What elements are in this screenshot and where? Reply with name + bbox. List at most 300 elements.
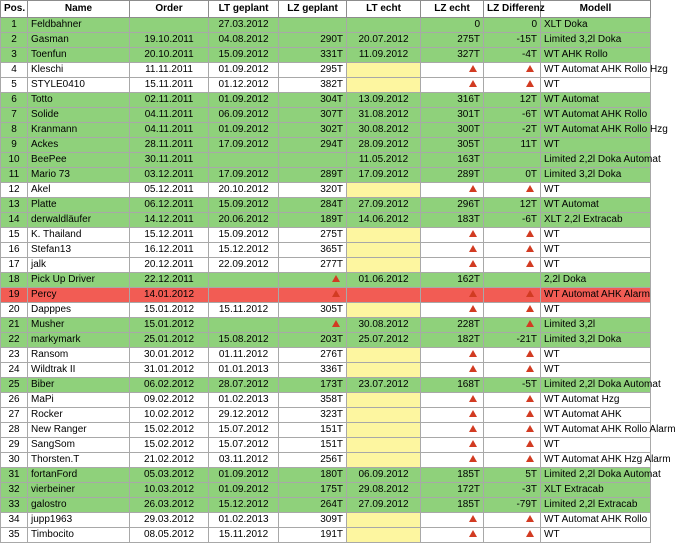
cell-lz-differenz[interactable]	[484, 258, 541, 273]
cell-lz-geplant[interactable]: 323T	[279, 408, 347, 423]
cell-lt-geplant[interactable]: 27.03.2012	[209, 18, 279, 33]
cell-modell[interactable]: WT	[541, 138, 651, 153]
cell-lz-geplant[interactable]: 295T	[279, 63, 347, 78]
cell-lz-echt[interactable]: 316T	[421, 93, 484, 108]
cell-lt-echt[interactable]	[347, 183, 421, 198]
cell-lt-geplant[interactable]: 01.09.2012	[209, 93, 279, 108]
cell-modell[interactable]: Limited 2,2l Doka Automat	[541, 378, 651, 393]
cell-pos[interactable]: 19	[1, 288, 28, 303]
cell-modell[interactable]: WT Automat AHK Rollo Hzg	[541, 63, 651, 78]
cell-pos[interactable]: 11	[1, 168, 28, 183]
cell-name[interactable]: Stefan13	[28, 243, 130, 258]
cell-name[interactable]: jalk	[28, 258, 130, 273]
cell-lt-geplant[interactable]: 17.09.2012	[209, 138, 279, 153]
cell-order[interactable]: 04.11.2011	[130, 123, 209, 138]
cell-lz-differenz[interactable]: -6T	[484, 108, 541, 123]
cell-lz-echt[interactable]	[421, 63, 484, 78]
cell-lz-differenz[interactable]	[484, 78, 541, 93]
cell-lz-echt[interactable]	[421, 228, 484, 243]
cell-order[interactable]: 30.11.2011	[130, 153, 209, 168]
cell-order[interactable]: 29.03.2012	[130, 513, 209, 528]
cell-lz-echt[interactable]: 182T	[421, 333, 484, 348]
cell-name[interactable]: K. Thailand	[28, 228, 130, 243]
cell-modell[interactable]: WT	[541, 228, 651, 243]
cell-name[interactable]: SangSom	[28, 438, 130, 453]
cell-lz-echt[interactable]: 301T	[421, 108, 484, 123]
cell-lz-differenz[interactable]: 0	[484, 18, 541, 33]
cell-pos[interactable]: 2	[1, 33, 28, 48]
header-name[interactable]: Name	[28, 1, 130, 18]
cell-modell[interactable]: WT Automat	[541, 198, 651, 213]
cell-lz-geplant[interactable]: 358T	[279, 393, 347, 408]
cell-lt-echt[interactable]: 31.08.2012	[347, 108, 421, 123]
cell-lt-geplant[interactable]: 01.12.2012	[209, 78, 279, 93]
cell-name[interactable]: Timbocito	[28, 528, 130, 543]
cell-lz-differenz[interactable]: -15T	[484, 33, 541, 48]
cell-modell[interactable]: WT Automat AHK Rollo	[541, 108, 651, 123]
cell-pos[interactable]: 17	[1, 258, 28, 273]
cell-name[interactable]: Ransom	[28, 348, 130, 363]
cell-order[interactable]: 15.01.2012	[130, 303, 209, 318]
cell-modell[interactable]: Limited 3,2l Doka	[541, 33, 651, 48]
cell-lt-echt[interactable]	[347, 288, 421, 303]
cell-lz-differenz[interactable]: -21T	[484, 333, 541, 348]
cell-lz-differenz[interactable]	[484, 423, 541, 438]
cell-lz-echt[interactable]: 275T	[421, 33, 484, 48]
cell-lz-geplant[interactable]	[279, 288, 347, 303]
cell-modell[interactable]: WT	[541, 258, 651, 273]
cell-lz-differenz[interactable]	[484, 153, 541, 168]
cell-name[interactable]: jupp1963	[28, 513, 130, 528]
cell-modell[interactable]: WT	[541, 183, 651, 198]
cell-pos[interactable]: 33	[1, 498, 28, 513]
cell-modell[interactable]: WT Automat Hzg	[541, 393, 651, 408]
cell-lt-echt[interactable]: 14.06.2012	[347, 213, 421, 228]
cell-order[interactable]: 15.02.2012	[130, 438, 209, 453]
cell-lz-differenz[interactable]: -79T	[484, 498, 541, 513]
cell-lt-echt[interactable]	[347, 513, 421, 528]
cell-lz-geplant[interactable]: 180T	[279, 468, 347, 483]
cell-lz-differenz[interactable]: 0T	[484, 168, 541, 183]
cell-lt-geplant[interactable]	[209, 273, 279, 288]
cell-pos[interactable]: 34	[1, 513, 28, 528]
cell-lt-echt[interactable]	[347, 423, 421, 438]
cell-lt-geplant[interactable]: 15.08.2012	[209, 333, 279, 348]
cell-lz-geplant[interactable]: 382T	[279, 78, 347, 93]
cell-order[interactable]: 03.12.2011	[130, 168, 209, 183]
cell-lz-echt[interactable]	[421, 258, 484, 273]
cell-lt-geplant[interactable]: 01.09.2012	[209, 468, 279, 483]
cell-order[interactable]: 26.03.2012	[130, 498, 209, 513]
cell-name[interactable]: MaPi	[28, 393, 130, 408]
cell-pos[interactable]: 23	[1, 348, 28, 363]
cell-order[interactable]: 15.02.2012	[130, 423, 209, 438]
cell-lt-echt[interactable]: 01.06.2012	[347, 273, 421, 288]
cell-name[interactable]: Ackes	[28, 138, 130, 153]
cell-lt-echt[interactable]	[347, 393, 421, 408]
header-pos[interactable]: Pos.	[1, 1, 28, 18]
cell-lz-differenz[interactable]	[484, 303, 541, 318]
cell-pos[interactable]: 12	[1, 183, 28, 198]
cell-order[interactable]: 16.12.2011	[130, 243, 209, 258]
cell-order[interactable]: 08.05.2012	[130, 528, 209, 543]
cell-pos[interactable]: 31	[1, 468, 28, 483]
cell-lz-echt[interactable]	[421, 513, 484, 528]
cell-modell[interactable]: WT Automat AHK Rollo Alarm	[541, 423, 651, 438]
cell-modell[interactable]: WT AHK Rollo	[541, 48, 651, 63]
cell-pos[interactable]: 20	[1, 303, 28, 318]
cell-lz-geplant[interactable]: 203T	[279, 333, 347, 348]
cell-lt-echt[interactable]	[347, 228, 421, 243]
cell-pos[interactable]: 5	[1, 78, 28, 93]
cell-order[interactable]: 02.11.2011	[130, 93, 209, 108]
cell-name[interactable]: Wildtrak II	[28, 363, 130, 378]
cell-lz-differenz[interactable]	[484, 228, 541, 243]
cell-modell[interactable]: WT	[541, 303, 651, 318]
cell-lz-geplant[interactable]: 284T	[279, 198, 347, 213]
cell-lz-geplant[interactable]	[279, 318, 347, 333]
cell-pos[interactable]: 26	[1, 393, 28, 408]
cell-modell[interactable]: WT	[541, 243, 651, 258]
cell-pos[interactable]: 9	[1, 138, 28, 153]
cell-lt-geplant[interactable]: 20.10.2012	[209, 183, 279, 198]
cell-lt-geplant[interactable]: 01.11.2012	[209, 348, 279, 363]
cell-order[interactable]: 05.12.2011	[130, 183, 209, 198]
cell-lt-geplant[interactable]: 15.09.2012	[209, 48, 279, 63]
cell-name[interactable]: Solide	[28, 108, 130, 123]
header-modell[interactable]: Modell	[541, 1, 651, 18]
cell-lz-geplant[interactable]: 320T	[279, 183, 347, 198]
cell-lz-echt[interactable]: 185T	[421, 468, 484, 483]
cell-name[interactable]: BeePee	[28, 153, 130, 168]
cell-lz-geplant[interactable]: 191T	[279, 528, 347, 543]
cell-lt-geplant[interactable]: 04.08.2012	[209, 33, 279, 48]
cell-lt-echt[interactable]	[347, 348, 421, 363]
cell-name[interactable]: Dapppes	[28, 303, 130, 318]
cell-order[interactable]: 20.10.2011	[130, 48, 209, 63]
cell-order[interactable]: 10.03.2012	[130, 483, 209, 498]
cell-name[interactable]: STYLE0410	[28, 78, 130, 93]
cell-lz-geplant[interactable]: 173T	[279, 378, 347, 393]
cell-lt-geplant[interactable]	[209, 288, 279, 303]
cell-lt-geplant[interactable]: 15.12.2012	[209, 498, 279, 513]
cell-lz-echt[interactable]	[421, 303, 484, 318]
cell-lt-geplant[interactable]: 15.07.2012	[209, 423, 279, 438]
cell-pos[interactable]: 4	[1, 63, 28, 78]
cell-lt-geplant[interactable]: 28.07.2012	[209, 378, 279, 393]
cell-lt-echt[interactable]	[347, 408, 421, 423]
cell-lt-geplant[interactable]: 15.11.2012	[209, 303, 279, 318]
cell-modell[interactable]: WT Automat AHK	[541, 408, 651, 423]
cell-lz-geplant[interactable]: 264T	[279, 498, 347, 513]
cell-order[interactable]: 15.11.2011	[130, 78, 209, 93]
cell-modell[interactable]: XLT Extracab	[541, 483, 651, 498]
cell-lt-echt[interactable]: 17.09.2012	[347, 168, 421, 183]
cell-lz-geplant[interactable]: 275T	[279, 228, 347, 243]
cell-lz-geplant[interactable]: 151T	[279, 423, 347, 438]
cell-lt-echt[interactable]	[347, 258, 421, 273]
cell-lz-echt[interactable]: 168T	[421, 378, 484, 393]
cell-lt-geplant[interactable]: 20.06.2012	[209, 213, 279, 228]
cell-lz-echt[interactable]: 300T	[421, 123, 484, 138]
cell-lt-echt[interactable]: 27.09.2012	[347, 198, 421, 213]
cell-lt-echt[interactable]	[347, 363, 421, 378]
cell-lz-geplant[interactable]: 307T	[279, 108, 347, 123]
cell-lt-echt[interactable]	[347, 243, 421, 258]
cell-lt-geplant[interactable]: 17.09.2012	[209, 168, 279, 183]
cell-lt-echt[interactable]: 29.08.2012	[347, 483, 421, 498]
cell-lz-differenz[interactable]: 12T	[484, 198, 541, 213]
cell-lz-differenz[interactable]: -6T	[484, 213, 541, 228]
cell-lt-geplant[interactable]: 01.09.2012	[209, 483, 279, 498]
cell-name[interactable]: Pick Up Driver	[28, 273, 130, 288]
cell-pos[interactable]: 32	[1, 483, 28, 498]
cell-pos[interactable]: 14	[1, 213, 28, 228]
cell-lz-geplant[interactable]: 151T	[279, 438, 347, 453]
cell-lt-echt[interactable]: 11.09.2012	[347, 48, 421, 63]
cell-lz-geplant[interactable]: 277T	[279, 258, 347, 273]
cell-name[interactable]: galostro	[28, 498, 130, 513]
cell-lz-differenz[interactable]: 5T	[484, 468, 541, 483]
cell-modell[interactable]: Limited 2,2l Extracab	[541, 498, 651, 513]
cell-name[interactable]: Thorsten.T	[28, 453, 130, 468]
cell-lz-echt[interactable]: 296T	[421, 198, 484, 213]
cell-lz-geplant[interactable]: 336T	[279, 363, 347, 378]
cell-lz-echt[interactable]	[421, 393, 484, 408]
cell-name[interactable]: Platte	[28, 198, 130, 213]
cell-lt-geplant[interactable]: 01.02.2013	[209, 513, 279, 528]
cell-pos[interactable]: 22	[1, 333, 28, 348]
cell-lt-echt[interactable]: 11.05.2012	[347, 153, 421, 168]
cell-lz-echt[interactable]: 172T	[421, 483, 484, 498]
cell-name[interactable]: Gasman	[28, 33, 130, 48]
cell-name[interactable]: Totto	[28, 93, 130, 108]
header-lz-differenz[interactable]: LZ Differenz	[484, 1, 541, 18]
cell-order[interactable]: 09.02.2012	[130, 393, 209, 408]
cell-name[interactable]: Feldbahner	[28, 18, 130, 33]
cell-lt-echt[interactable]	[347, 528, 421, 543]
cell-pos[interactable]: 16	[1, 243, 28, 258]
cell-pos[interactable]: 35	[1, 528, 28, 543]
cell-lz-differenz[interactable]	[484, 438, 541, 453]
cell-name[interactable]: Mario 73	[28, 168, 130, 183]
cell-name[interactable]: Biber	[28, 378, 130, 393]
cell-lz-geplant[interactable]: 309T	[279, 513, 347, 528]
cell-name[interactable]: Musher	[28, 318, 130, 333]
cell-name[interactable]: derwaldläufer	[28, 213, 130, 228]
cell-pos[interactable]: 8	[1, 123, 28, 138]
cell-lz-echt[interactable]	[421, 183, 484, 198]
cell-lz-differenz[interactable]	[484, 63, 541, 78]
cell-lz-differenz[interactable]: -3T	[484, 483, 541, 498]
cell-modell[interactable]: WT Automat AHK Rollo	[541, 513, 651, 528]
cell-lt-geplant[interactable]: 03.11.2012	[209, 453, 279, 468]
cell-lt-echt[interactable]: 28.09.2012	[347, 138, 421, 153]
cell-lt-geplant[interactable]: 15.09.2012	[209, 198, 279, 213]
cell-lt-geplant[interactable]	[209, 153, 279, 168]
cell-order[interactable]: 30.01.2012	[130, 348, 209, 363]
cell-lz-geplant[interactable]: 189T	[279, 213, 347, 228]
cell-lz-differenz[interactable]: 12T	[484, 93, 541, 108]
cell-lz-differenz[interactable]: -5T	[484, 378, 541, 393]
cell-order[interactable]: 06.02.2012	[130, 378, 209, 393]
cell-lz-echt[interactable]	[421, 288, 484, 303]
cell-lt-geplant[interactable]: 01.01.2013	[209, 363, 279, 378]
cell-lz-differenz[interactable]	[484, 363, 541, 378]
header-lz-geplant[interactable]: LZ geplant	[279, 1, 347, 18]
cell-lz-echt[interactable]: 183T	[421, 213, 484, 228]
cell-lz-echt[interactable]: 0	[421, 18, 484, 33]
cell-lt-geplant[interactable]: 15.11.2012	[209, 528, 279, 543]
cell-modell[interactable]: WT	[541, 348, 651, 363]
cell-order[interactable]: 14.12.2011	[130, 213, 209, 228]
cell-lt-echt[interactable]	[347, 78, 421, 93]
cell-pos[interactable]: 10	[1, 153, 28, 168]
cell-lt-echt[interactable]	[347, 453, 421, 468]
cell-name[interactable]: fortanFord	[28, 468, 130, 483]
cell-lt-geplant[interactable]: 15.12.2012	[209, 243, 279, 258]
cell-lz-echt[interactable]: 228T	[421, 318, 484, 333]
cell-order[interactable]: 15.01.2012	[130, 318, 209, 333]
cell-order[interactable]: 19.10.2011	[130, 33, 209, 48]
cell-order[interactable]: 22.12.2011	[130, 273, 209, 288]
cell-lz-geplant[interactable]	[279, 18, 347, 33]
cell-lz-geplant[interactable]: 294T	[279, 138, 347, 153]
cell-pos[interactable]: 25	[1, 378, 28, 393]
cell-lt-geplant[interactable]: 15.07.2012	[209, 438, 279, 453]
header-lt-echt[interactable]: LT echt	[347, 1, 421, 18]
cell-pos[interactable]: 24	[1, 363, 28, 378]
cell-lt-geplant[interactable]: 22.09.2012	[209, 258, 279, 273]
cell-lt-echt[interactable]	[347, 438, 421, 453]
cell-modell[interactable]: WT Automat AHK Hzg Alarm	[541, 453, 651, 468]
cell-lz-differenz[interactable]	[484, 288, 541, 303]
cell-lz-differenz[interactable]: -4T	[484, 48, 541, 63]
cell-lz-differenz[interactable]	[484, 318, 541, 333]
cell-lz-differenz[interactable]	[484, 513, 541, 528]
cell-lz-differenz[interactable]	[484, 408, 541, 423]
cell-lz-geplant[interactable]: 289T	[279, 168, 347, 183]
cell-lz-echt[interactable]: 327T	[421, 48, 484, 63]
header-lz-echt[interactable]: LZ echt	[421, 1, 484, 18]
cell-lz-echt[interactable]	[421, 423, 484, 438]
cell-modell[interactable]: Limited 2,2l Doka Automat	[541, 153, 651, 168]
cell-lt-echt[interactable]	[347, 18, 421, 33]
cell-lz-geplant[interactable]: 304T	[279, 93, 347, 108]
cell-lt-echt[interactable]	[347, 303, 421, 318]
cell-name[interactable]: vierbeiner	[28, 483, 130, 498]
cell-name[interactable]: Akel	[28, 183, 130, 198]
cell-order[interactable]: 20.12.2011	[130, 258, 209, 273]
cell-modell[interactable]: XLT Doka	[541, 18, 651, 33]
cell-order[interactable]: 05.03.2012	[130, 468, 209, 483]
cell-name[interactable]: Kranmann	[28, 123, 130, 138]
cell-order[interactable]: 31.01.2012	[130, 363, 209, 378]
cell-lz-echt[interactable]	[421, 438, 484, 453]
cell-pos[interactable]: 15	[1, 228, 28, 243]
cell-pos[interactable]: 27	[1, 408, 28, 423]
cell-lz-differenz[interactable]	[484, 453, 541, 468]
cell-lz-geplant[interactable]: 365T	[279, 243, 347, 258]
cell-lz-geplant[interactable]: 305T	[279, 303, 347, 318]
cell-name[interactable]: markymark	[28, 333, 130, 348]
cell-modell[interactable]: WT Automat AHK Alarm	[541, 288, 651, 303]
cell-order[interactable]: 04.11.2011	[130, 108, 209, 123]
cell-pos[interactable]: 18	[1, 273, 28, 288]
cell-order[interactable]: 15.12.2011	[130, 228, 209, 243]
cell-pos[interactable]: 6	[1, 93, 28, 108]
cell-lt-geplant[interactable]: 01.09.2012	[209, 63, 279, 78]
cell-lz-geplant[interactable]: 175T	[279, 483, 347, 498]
cell-modell[interactable]: WT Automat AHK Rollo Hzg	[541, 123, 651, 138]
cell-lz-echt[interactable]	[421, 363, 484, 378]
cell-lz-echt[interactable]	[421, 243, 484, 258]
cell-pos[interactable]: 1	[1, 18, 28, 33]
cell-pos[interactable]: 30	[1, 453, 28, 468]
cell-modell[interactable]: WT Automat	[541, 93, 651, 108]
cell-lz-differenz[interactable]	[484, 243, 541, 258]
cell-order[interactable]: 11.11.2011	[130, 63, 209, 78]
cell-lt-echt[interactable]	[347, 63, 421, 78]
cell-modell[interactable]: 2,2l Doka	[541, 273, 651, 288]
header-order[interactable]: Order	[130, 1, 209, 18]
cell-lt-echt[interactable]: 30.08.2012	[347, 123, 421, 138]
cell-lz-echt[interactable]: 305T	[421, 138, 484, 153]
cell-order[interactable]: 10.02.2012	[130, 408, 209, 423]
cell-lz-echt[interactable]	[421, 408, 484, 423]
cell-lz-echt[interactable]	[421, 528, 484, 543]
cell-order[interactable]	[130, 18, 209, 33]
cell-modell[interactable]: WT	[541, 438, 651, 453]
cell-lt-echt[interactable]: 13.09.2012	[347, 93, 421, 108]
cell-lz-geplant[interactable]: 302T	[279, 123, 347, 138]
cell-order[interactable]: 28.11.2011	[130, 138, 209, 153]
cell-lt-geplant[interactable]: 29.12.2012	[209, 408, 279, 423]
cell-lz-echt[interactable]	[421, 78, 484, 93]
cell-modell[interactable]: Limited 2,2l Doka Automat	[541, 468, 651, 483]
cell-lz-geplant[interactable]: 290T	[279, 33, 347, 48]
cell-pos[interactable]: 21	[1, 318, 28, 333]
cell-modell[interactable]: WT	[541, 528, 651, 543]
cell-name[interactable]: Rocker	[28, 408, 130, 423]
cell-lz-echt[interactable]	[421, 453, 484, 468]
cell-order[interactable]: 21.02.2012	[130, 453, 209, 468]
cell-name[interactable]: Kleschi	[28, 63, 130, 78]
cell-lt-echt[interactable]: 25.07.2012	[347, 333, 421, 348]
cell-pos[interactable]: 3	[1, 48, 28, 63]
cell-modell[interactable]: Limited 3,2l Doka	[541, 333, 651, 348]
cell-lt-geplant[interactable]	[209, 318, 279, 333]
cell-lz-geplant[interactable]: 256T	[279, 453, 347, 468]
cell-lz-differenz[interactable]: -2T	[484, 123, 541, 138]
cell-pos[interactable]: 7	[1, 108, 28, 123]
cell-lt-echt[interactable]: 06.09.2012	[347, 468, 421, 483]
cell-lt-echt[interactable]: 20.07.2012	[347, 33, 421, 48]
cell-order[interactable]: 06.12.2011	[130, 198, 209, 213]
header-lt-geplant[interactable]: LT geplant	[209, 1, 279, 18]
cell-lz-differenz[interactable]	[484, 393, 541, 408]
cell-name[interactable]: Toenfun	[28, 48, 130, 63]
cell-lz-differenz[interactable]	[484, 528, 541, 543]
cell-lz-differenz[interactable]	[484, 183, 541, 198]
cell-lt-echt[interactable]: 27.09.2012	[347, 498, 421, 513]
cell-lt-geplant[interactable]: 06.09.2012	[209, 108, 279, 123]
cell-pos[interactable]: 28	[1, 423, 28, 438]
cell-lz-echt[interactable]: 162T	[421, 273, 484, 288]
cell-lt-echt[interactable]: 30.08.2012	[347, 318, 421, 333]
cell-lz-echt[interactable]: 289T	[421, 168, 484, 183]
cell-modell[interactable]: Limited 3,2l Doka	[541, 168, 651, 183]
